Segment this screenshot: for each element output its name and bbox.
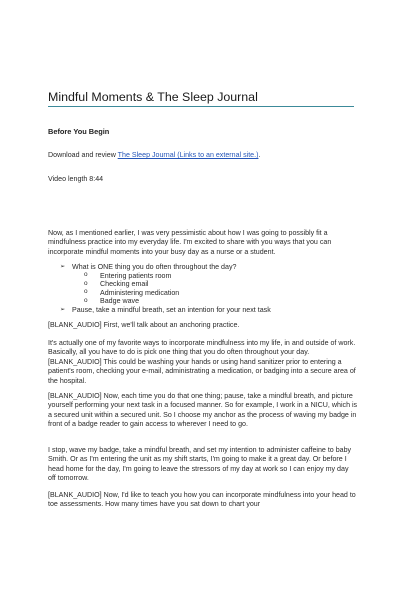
- title-divider: [48, 106, 354, 107]
- each-time-paragraph: [BLANK_AUDIO] Now, each time you do that one thing; pause, take a mindful breath, and picture yourself performing your next task in a focused manner. So for example, I work in a NICU, which is a secured unit within a secured unit. So I choose my anchor as the process of waving my badge in front of a badge reader to gain access to wherever I need to go.: [48, 392, 358, 429]
- list-item: ➢ Pause, take a mindful breath, set an intention for your next task: [60, 306, 350, 315]
- sub-list: [72, 272, 350, 306]
- sleep-journal-link[interactable]: The Sleep Journal (Links to an external site.): [117, 151, 259, 159]
- sub-list-item: o Administering medication: [72, 289, 350, 298]
- list-item-text: What is ONE thing you do often throughout the day?: [72, 263, 237, 271]
- head-to-toe-paragraph: [BLANK_AUDIO] Now, I'd like to teach you how you can incorporate mindfulness into your head to toe assessments. How many times have you sat down to chart your: [48, 491, 356, 509]
- sub-list-item: o Badge wave: [72, 297, 350, 306]
- intro-paragraph: Now, as I mentioned earlier, I was very pessimistic about how I was going to possibly fit a mindfulness practice into my everyday life. I'm excited to share with you ways that you can incorporate mindful moments into your busy day as a nurse or a student.: [48, 229, 332, 256]
- before-you-begin-heading: Before You Begin: [48, 127, 110, 136]
- video-length: Video length 8:44: [48, 175, 104, 183]
- download-line: [48, 151, 358, 160]
- sub-list-item: o Entering patients room: [72, 272, 350, 281]
- download-prefix: Download and review: [48, 151, 118, 159]
- practice-list: [60, 263, 350, 315]
- anchoring-paragraph: [BLANK_AUDIO] First, we'll talk about an anchoring practice.: [48, 321, 240, 329]
- page-title: Mindful Moments & The Sleep Journal: [48, 90, 258, 104]
- download-suffix: .: [258, 151, 261, 159]
- favorite-paragraph: It's actually one of my favorite ways to incorporate mindfulness into my life, in and outside of work. Basically, all you have to do is pick one thing that you do often throughout your day. [BLANK_AUDIO] This could be washing your hands or using hand sanitizer prior to entering a patient's room, checking your e-mail, administrating a medication, or badging into a secure area of the hospital.: [48, 339, 356, 385]
- sub-list-item: o Checking email: [72, 280, 350, 289]
- list-item: [60, 263, 350, 306]
- stop-paragraph: I stop, wave my badge, take a mindful breath, and set my intention to administer caffeine to baby Smith. Or as I'm entering the unit as my shift starts, I'm going to make it a great day. Or before I head home for the day, I'm going to leave the stressors of my day at work so I can enjoy my day off tomorrow.: [48, 446, 352, 483]
